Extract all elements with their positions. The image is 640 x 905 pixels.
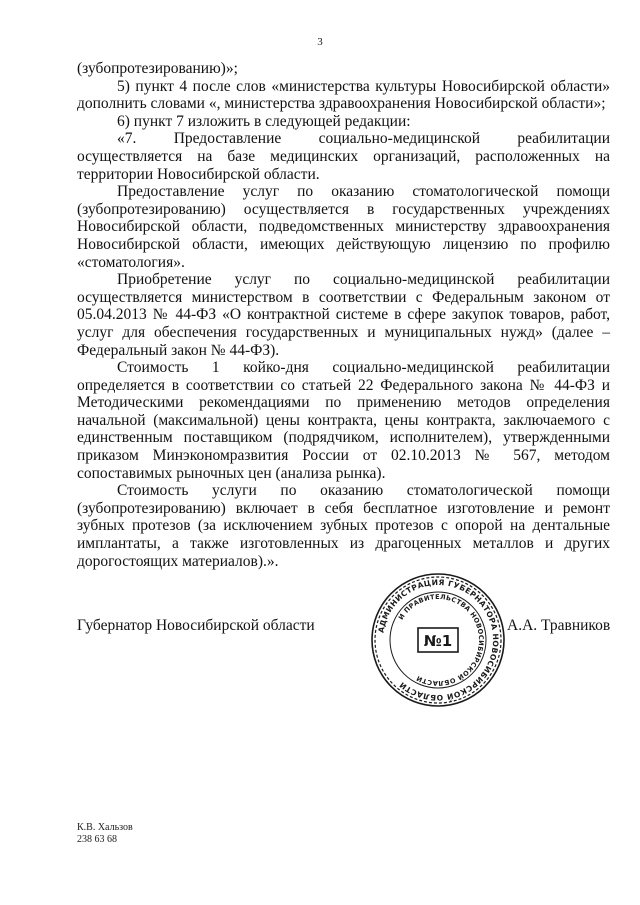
paragraph-dental-services: Предоставление услуг по оказанию стоматологической помощи (зубопротезированию) осуществляется в государственных учреждениях Новосибирской области, подведомственных министерству здравоохранения Новосибирской области, имеющих действующую лицензию по профилю «стоматология». (77, 183, 610, 271)
paragraph-item-6: 6) пункт 7 изложить в следующей редакции: (117, 112, 411, 130)
paragraph-point-7: «7. Предоставление социально-медицинской реабилитации осуществляется на базе медицинских организаций, расположенных на территории Новосибирской области. (77, 130, 610, 183)
paragraph-bed-day-cost: Стоимость 1 койко-дня социально-медицинской реабилитации определяется в соответствии со статьей 22 Федерального закона № 44-ФЗ и Методическими рекомендациями по применению методов определения начальной (максимальной) цены контракта, цены контракта, заключаемого с единственным поставщиком (подрядчиком, исполнителем), утвержденными приказом Минэкономразвития России от 02.10.2013 № 567, методом сопоставимых рыночных цен (анализа рынка). (77, 359, 610, 482)
seal-outer-text: АДМИНИСТРАЦИЯ ГУБЕРНАТОРА НОВОСИБИРСКОЙ ОБЛАСТИ (376, 577, 501, 703)
executor-name: К.В. Хальзов (77, 822, 133, 833)
official-seal (370, 572, 506, 708)
signatory-position: Губернатор Новосибирской области (77, 617, 315, 634)
paragraph-continuation: (зубопротезированию)»; (77, 60, 238, 77)
seal-inner-text: И ПРАВИТЕЛЬСТВА НОВОСИБИРСКОЙ ОБЛАСТИ (396, 592, 486, 688)
paragraph-dental-cost: Стоимость услуги по оказанию стоматологической помощи (зубопротезированию) включает в себя бесплатное изготовление и ремонт зубных протезов (за исключением зубных протезов с опорой на дентальные имплантаты, а также изготовленных из драгоценных металлов и других дорогостоящих материалов).». (77, 482, 610, 570)
page-number: 3 (317, 36, 323, 48)
seal-center-number: №1 (423, 632, 453, 650)
executor-phone: 238 63 68 (77, 834, 117, 845)
executor-info (77, 822, 133, 846)
signatory-name: А.А. Травников (507, 617, 611, 634)
document-body (77, 60, 610, 570)
paragraph-item-5: 5) пункт 4 после слов «министерства культуры Новосибирской области» дополнить словами «, министерства здравоохранения Новосибирской области»; (77, 77, 610, 113)
paragraph-procurement: Приобретение услуг по социально-медицинской реабилитации осуществляется министерством в соответствии с Федеральным законом от 05.04.2013 № 44-ФЗ «О контрактной системе в сфере закупок товаров, работ, услуг для обеспечения государственных и муниципальных нужд» (далее – Федеральный закон № 44-ФЗ). (77, 271, 610, 359)
